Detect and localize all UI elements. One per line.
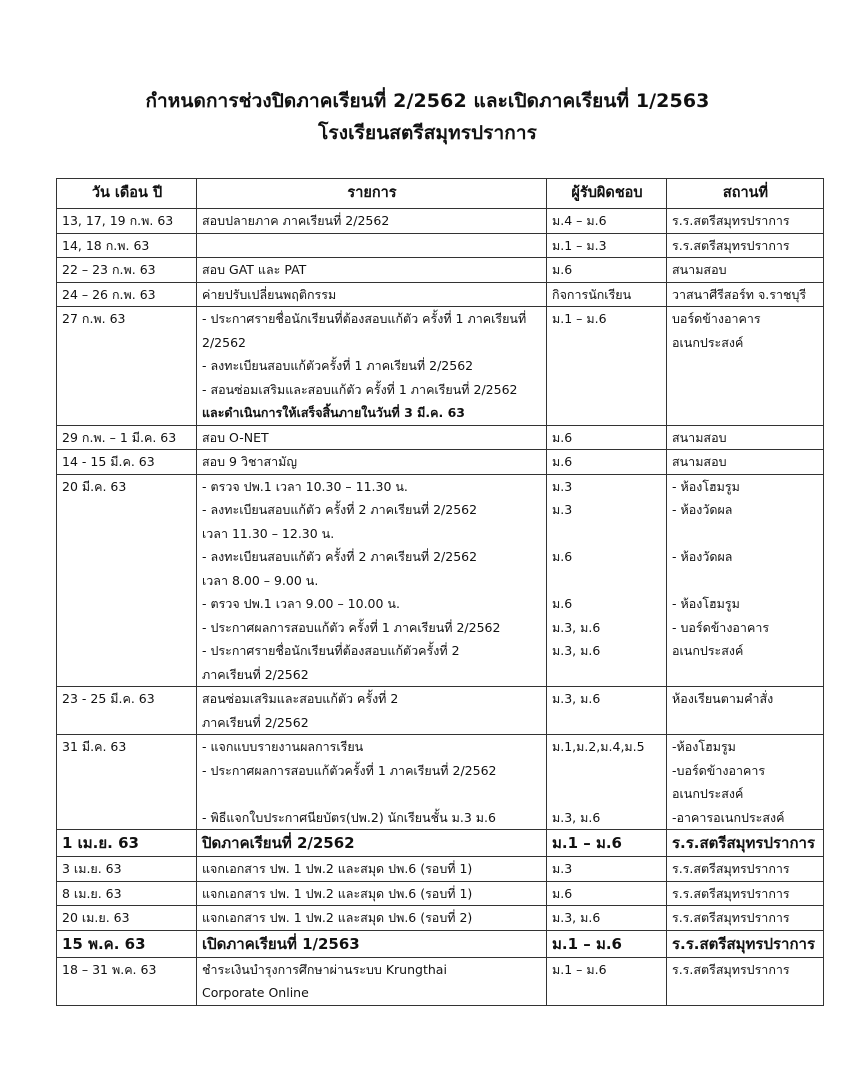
item-cell <box>197 474 547 687</box>
place-cell <box>667 450 824 475</box>
item-cell <box>197 930 547 957</box>
date-cell-line: 24 – 26 ก.พ. 63 <box>62 286 156 302</box>
place-cell-line: ห้องเรียนตามคำสั่ง <box>672 691 774 706</box>
date-cell <box>57 957 197 1005</box>
responsible-cell-line: ม.3, ม.6 <box>552 910 601 925</box>
place-cell <box>667 687 824 735</box>
responsible-cell <box>547 450 667 475</box>
item-cell <box>197 307 547 426</box>
responsible-cell-line <box>552 569 662 593</box>
date-cell-line: 29 ก.พ. – 1 มี.ค. 63 <box>62 429 177 445</box>
item-cell-line: สอนซ่อมเสริมและสอบแก้ตัว ครั้งที่ 2 <box>202 691 399 706</box>
item-cell <box>197 881 547 906</box>
date-cell <box>57 450 197 475</box>
responsible-cell <box>547 425 667 450</box>
document-title: กำหนดการช่วงปิดภาคเรียนที่ 2/2562 และเปิดภาคเรียนที่ 1/2563 <box>145 90 710 112</box>
place-cell <box>667 735 824 830</box>
place-cell <box>667 857 824 882</box>
date-cell-line: 20 เม.ย. 63 <box>62 910 130 925</box>
item-cell-line: Corporate Online <box>202 985 309 1000</box>
place-cell-line: ร.ร.สตรีสมุทรปราการ <box>672 885 790 901</box>
responsible-cell-line: กิจการนักเรียน <box>552 286 632 302</box>
item-cell-line: แจกเอกสาร ปพ. 1 ปพ.2 และสมุด ปพ.6 (รอบที่ 1) <box>202 861 473 876</box>
item-cell-line: สอบ GAT และ PAT <box>202 262 307 277</box>
table-row <box>57 881 824 906</box>
responsible-cell-line: ม.6 <box>552 262 573 277</box>
item-cell-line: - ประกาศรายชื่อนักเรียนที่ต้องสอบแก้ตัว ครั้งที่ 1 ภาคเรียนที่ <box>202 311 527 326</box>
place-cell-line <box>672 663 819 687</box>
place-cell <box>667 474 824 687</box>
date-cell <box>57 881 197 906</box>
item-cell <box>197 906 547 931</box>
table-row <box>57 258 824 283</box>
responsible-cell <box>547 906 667 931</box>
item-cell-line: - สอนซ่อมเสริมและสอบแก้ตัว ครั้งที่ 1 ภาคเรียนที่ 2/2562 <box>202 381 518 397</box>
place-cell-line: - ห้องโฮมรูม <box>672 596 740 611</box>
item-cell-line: และดำเนินการให้เสร็จสิ้นภายในวันที่ 3 มี.ค. 63 <box>202 405 465 420</box>
place-cell-line: ร.ร.สตรีสมุทรปราการ <box>672 834 816 852</box>
item-cell <box>197 425 547 450</box>
item-cell-line: - ลงทะเบียนสอบแก้ตัว ครั้งที่ 2 ภาคเรียนที่ 2/2562 <box>202 502 478 517</box>
place-cell-line: สนามสอบ <box>672 429 727 445</box>
table-row <box>57 957 824 1005</box>
item-cell-line: เวลา 11.30 – 12.30 น. <box>202 525 335 541</box>
place-cell-line: ร.ร.สตรีสมุทรปราการ <box>672 861 790 876</box>
place-cell <box>667 957 824 1005</box>
place-cell <box>667 930 824 957</box>
item-cell <box>197 957 547 1005</box>
date-cell <box>57 258 197 283</box>
date-cell <box>57 830 197 857</box>
item-cell <box>197 857 547 882</box>
place-cell-line: - ห้องวัดผล <box>672 549 733 564</box>
school-name: โรงเรียนสตรีสมุทรปราการ <box>318 122 537 144</box>
place-cell-line: สนามสอบ <box>672 262 727 277</box>
item-cell-line: ภาคเรียนที่ 2/2562 <box>202 666 309 682</box>
responsible-cell-line: ม.6 <box>552 549 573 564</box>
place-cell <box>667 209 824 234</box>
item-cell-line: ปิดภาคเรียนที่ 2/2562 <box>202 834 355 852</box>
item-cell-line <box>202 782 542 806</box>
header-place: สถานที่ <box>667 179 824 209</box>
date-cell-line: 13, 17, 19 ก.พ. 63 <box>62 213 174 228</box>
responsible-cell-line: ม.1 – ม.3 <box>552 237 607 253</box>
place-cell-line: สนามสอบ <box>672 454 727 469</box>
item-cell-line: ภาคเรียนที่ 2/2562 <box>202 714 309 730</box>
table-row <box>57 857 824 882</box>
table-row <box>57 307 824 426</box>
item-cell <box>197 450 547 475</box>
responsible-cell-line: ม.3, ม.6 <box>552 619 601 635</box>
responsible-cell-line <box>552 782 662 806</box>
responsible-cell-line: ม.6 <box>552 596 573 611</box>
responsible-cell <box>547 930 667 957</box>
place-cell-line: - ห้องวัดผล <box>672 502 733 517</box>
item-cell-line: สอบปลายภาค ภาคเรียนที่ 2/2562 <box>202 213 390 228</box>
responsible-cell-line: ม.3 <box>552 478 573 494</box>
place-cell-line: -อาคารอเนกประสงค์ <box>672 809 785 825</box>
responsible-cell-line: ม.1 – ม.6 <box>552 311 607 326</box>
date-cell-line: 14, 18 ก.พ. 63 <box>62 237 150 253</box>
place-cell <box>667 282 824 307</box>
place-cell-line: วาสนาศีรีสอร์ท จ.ราชบุรี <box>672 286 807 302</box>
date-cell-line: 15 พ.ค. 63 <box>62 934 146 953</box>
date-cell-line: 3 เม.ย. 63 <box>62 861 122 876</box>
responsible-cell <box>547 474 667 687</box>
item-cell <box>197 209 547 234</box>
place-cell-line: อเนกประสงค์ <box>672 643 744 658</box>
responsible-cell-line <box>552 522 662 546</box>
responsible-cell-line: ม.3, ม.6 <box>552 809 601 825</box>
responsible-cell <box>547 282 667 307</box>
date-cell <box>57 857 197 882</box>
item-cell-line: ค่ายปรับเปลี่ยนพฤติกรรม <box>202 286 337 302</box>
item-cell-line: 2/2562 <box>202 334 246 350</box>
responsible-cell-line: ม.6 <box>552 429 573 445</box>
place-cell-line: อเนกประสงค์ <box>672 334 744 350</box>
item-cell-line: - ลงทะเบียนสอบแก้ตัว ครั้งที่ 2 ภาคเรียนที่ 2/2562 <box>202 549 478 564</box>
responsible-cell <box>547 881 667 906</box>
responsible-cell-line: ม.1 – ม.6 <box>552 834 622 852</box>
place-cell-line: - ห้องโฮมรูม <box>672 478 740 494</box>
table-row <box>57 687 824 735</box>
place-cell-line: ร.ร.สตรีสมุทรปราการ <box>672 213 790 228</box>
table-header-row <box>57 179 824 209</box>
date-cell-line: 8 เม.ย. 63 <box>62 885 122 901</box>
place-cell <box>667 233 824 258</box>
header-responsible: ผู้รับผิดชอบ <box>547 179 667 209</box>
item-cell <box>197 830 547 857</box>
place-cell-line <box>672 569 819 593</box>
header-date: วัน เดือน ปี <box>57 179 197 209</box>
date-cell <box>57 687 197 735</box>
place-cell <box>667 830 824 857</box>
item-cell <box>197 233 547 258</box>
header-item: รายการ <box>197 179 547 209</box>
table-row <box>57 735 824 830</box>
item-cell-line: - ประกาศรายชื่อนักเรียนที่ต้องสอบแก้ตัวครั้งที่ 2 <box>202 643 460 658</box>
date-cell <box>57 906 197 931</box>
table-row <box>57 906 824 931</box>
item-cell <box>197 258 547 283</box>
responsible-cell <box>547 830 667 857</box>
responsible-cell <box>547 957 667 1005</box>
table-row <box>57 209 824 234</box>
place-cell-line: ร.ร.สตรีสมุทรปราการ <box>672 934 816 953</box>
item-cell-line: เปิดภาคเรียนที่ 1/2563 <box>202 934 360 953</box>
place-cell <box>667 425 824 450</box>
place-cell-line: -บอร์ดข้างอาคาร <box>672 762 766 778</box>
item-cell-line: แจกเอกสาร ปพ. 1 ปพ.2 และสมุด ปพ.6 (รอบที่ 2) <box>202 910 473 925</box>
table-row <box>57 425 824 450</box>
responsible-cell <box>547 735 667 830</box>
item-cell-line: - ลงทะเบียนสอบแก้ตัวครั้งที่ 1 ภาคเรียนที่ 2/2562 <box>202 358 474 373</box>
item-cell-line: - พิธีแจกใบประกาศนียบัตร(ปพ.2) นักเรียนชั้น ม.3 ม.6 <box>202 809 496 825</box>
date-cell <box>57 425 197 450</box>
responsible-cell-line: ม.3 <box>552 861 573 876</box>
table-row <box>57 474 824 687</box>
date-cell <box>57 307 197 426</box>
responsible-cell-line: ม.4 – ม.6 <box>552 213 607 228</box>
date-cell <box>57 474 197 687</box>
responsible-cell-line: ม.1 – ม.6 <box>552 961 607 977</box>
responsible-cell <box>547 857 667 882</box>
date-cell <box>57 735 197 830</box>
place-cell-line <box>672 522 819 546</box>
place-cell <box>667 307 824 426</box>
date-cell <box>57 930 197 957</box>
item-cell-line: ชำระเงินบำรุงการศึกษาผ่านระบบ Krungthai <box>202 961 447 977</box>
responsible-cell-line: ม.3, ม.6 <box>552 643 601 658</box>
item-cell-line: สอบ O-NET <box>202 429 269 445</box>
item-cell-line: - ตรวจ ปพ.1 เวลา 10.30 – 11.30 น. <box>202 478 408 494</box>
place-cell-line: -ห้องโฮมรูม <box>672 739 736 754</box>
responsible-cell-line <box>552 663 662 687</box>
place-cell-line: อเนกประสงค์ <box>672 786 744 801</box>
date-cell-line: 1 เม.ย. 63 <box>62 834 139 852</box>
date-cell-line: 27 ก.พ. 63 <box>62 311 126 326</box>
place-cell-line: บอร์ดข้างอาคาร <box>672 311 761 326</box>
responsible-cell-line: ม.6 <box>552 454 573 469</box>
item-cell <box>197 735 547 830</box>
item-cell-line: สอบ 9 วิชาสามัญ <box>202 454 298 469</box>
schedule-table <box>56 178 824 1006</box>
place-cell-line: - บอร์ดข้างอาคาร <box>672 619 770 635</box>
date-cell-line: 31 มี.ค. 63 <box>62 739 127 754</box>
table-row <box>57 930 824 957</box>
table-row <box>57 830 824 857</box>
item-cell-line: แจกเอกสาร ปพ. 1 ปพ.2 และสมุด ปพ.6 (รอบที่ 1) <box>202 885 473 901</box>
date-cell-line: 22 – 23 ก.พ. 63 <box>62 262 156 277</box>
table-row <box>57 450 824 475</box>
item-cell-line: - ประกาศผลการสอบแก้ตัว ครั้งที่ 1 ภาคเรียนที่ 2/2562 <box>202 619 501 635</box>
item-cell <box>197 687 547 735</box>
place-cell <box>667 881 824 906</box>
place-cell-line: ร.ร.สตรีสมุทรปราการ <box>672 961 790 977</box>
item-cell-line: - ตรวจ ปพ.1 เวลา 9.00 – 10.00 น. <box>202 596 400 611</box>
table-row <box>57 233 824 258</box>
date-cell <box>57 282 197 307</box>
responsible-cell-line: ม.1,ม.2,ม.4,ม.5 <box>552 739 645 754</box>
date-cell-line: 23 - 25 มี.ค. 63 <box>62 691 155 706</box>
responsible-cell-line: ม.3, ม.6 <box>552 691 601 706</box>
responsible-cell-line: ม.6 <box>552 885 573 901</box>
place-cell-line: ร.ร.สตรีสมุทรปราการ <box>672 237 790 253</box>
responsible-cell <box>547 233 667 258</box>
place-cell-line: ร.ร.สตรีสมุทรปราการ <box>672 910 790 925</box>
responsible-cell-line: ม.3 <box>552 502 573 517</box>
responsible-cell <box>547 307 667 426</box>
place-cell <box>667 258 824 283</box>
schedule-rows <box>57 209 824 1006</box>
item-cell <box>197 282 547 307</box>
responsible-cell <box>547 209 667 234</box>
responsible-cell <box>547 687 667 735</box>
item-cell-line: เวลา 8.00 – 9.00 น. <box>202 572 319 588</box>
date-cell <box>57 233 197 258</box>
responsible-cell <box>547 258 667 283</box>
responsible-cell-line <box>552 759 662 783</box>
date-cell-line: 18 – 31 พ.ค. 63 <box>62 961 157 977</box>
place-cell <box>667 906 824 931</box>
item-cell-line: - แจกแบบรายงานผลการเรียน <box>202 739 364 754</box>
responsible-cell-line: ม.1 – ม.6 <box>552 934 622 953</box>
date-cell-line: 20 มี.ค. 63 <box>62 478 127 494</box>
date-cell <box>57 209 197 234</box>
date-cell-line: 14 - 15 มี.ค. 63 <box>62 454 155 469</box>
table-row <box>57 282 824 307</box>
item-cell-line: - ประกาศผลการสอบแก้ตัวครั้งที่ 1 ภาคเรียนที่ 2/2562 <box>202 762 497 778</box>
